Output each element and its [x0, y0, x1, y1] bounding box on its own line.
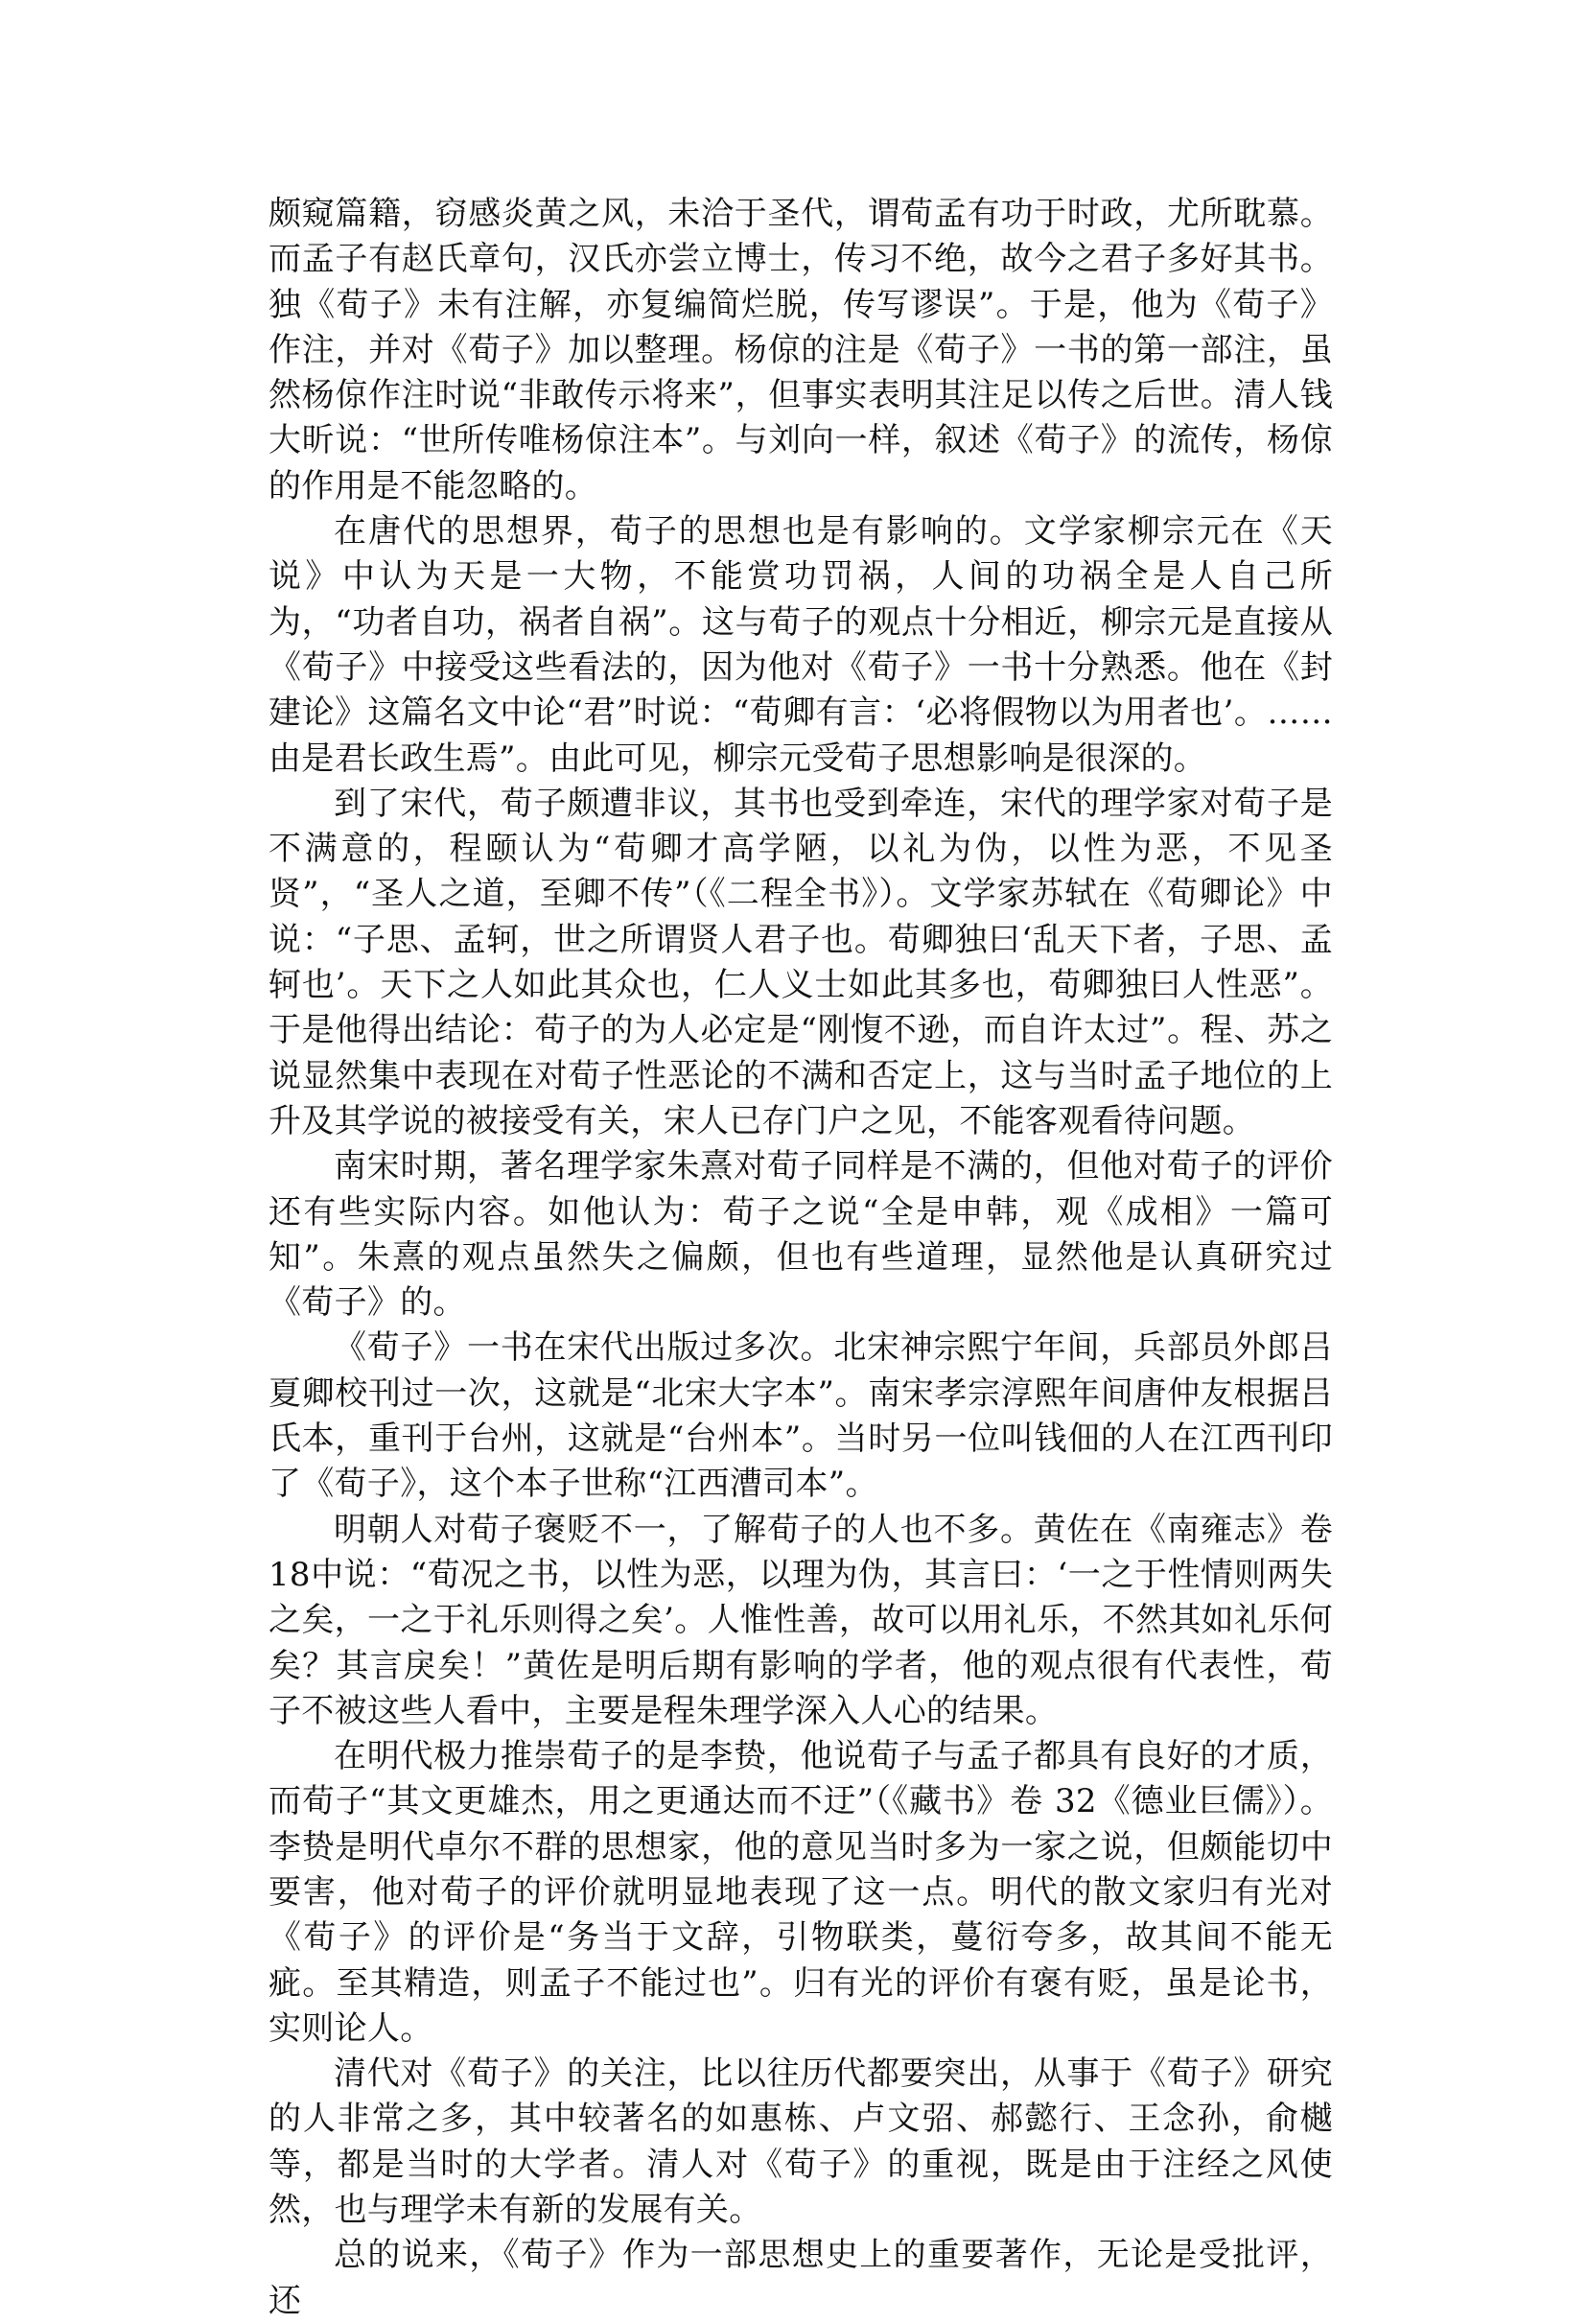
paragraph-1: 颇窥篇籍，窃感炎黄之风，未洽于圣代，谓荀孟有功于时政，尤所耽慕。而孟子有赵氏章句，汉氏亦尝立博士，传习不绝，故今之君子多好其书。独《荀子》未有注解，亦复编简烂脱，传写谬误”。于是，他为《荀子》作注，并对《荀子》加以整理。杨倞的注是《荀子》一书的第一部注，虽然杨倞作注时说“非敢传示将来”，但事实表明其注足以传之后世。清人钱大昕说：“世所传唯杨倞注本”。与刘向一样，叙述《荀子》的流传，杨倞的作用是不能忽略的。: [268, 195, 1333, 505]
paragraph-9: 总的说来，《荀子》作为一部思想史上的重要著作，无论是受批评，还: [268, 2236, 1333, 2320]
paragraph-3: 到了宋代，荀子颇遭非议，其书也受到牵连，宋代的理学家对荀子是不满意的，程颐认为“荀卿才高学陋，以礼为伪，以性为恶，不见圣贤”，“圣人之道，至卿不传”（《二程全书》）。文学家苏轼在《荀卿论》中说：“子思、孟轲，世之所谓贤人君子也。荀卿独曰‘乱天下者，子思、孟轲也’。天下之人如此其众也，仁人义士如此其多也，荀卿独曰人性恶”。于是他得出结论：荀子的为人必定是“刚愎不逊，而自许太过”。程、苏之说显然集中表现在对荀子性恶论的不满和否定上，这与当时孟子地位的上升及其学说的被接受有关，宋人已存门户之见，不能客观看待问题。: [268, 784, 1333, 1140]
paragraph-5: 《荀子》一书在宋代出版过多次。北宋神宗熙宁年间，兵部员外郎吕夏卿校刊过一次，这就是“北宋大字本”。南宋孝宗淳熙年间唐仲友根据吕氏本，重刊于台州，这就是“台州本”。当时另一位叫钱佃的人在江西刊印了《荀子》，这个本子世称“江西漕司本”。: [268, 1328, 1333, 1504]
paragraph-7: 在明代极力推崇荀子的是李贽，他说荀子与孟子都具有良好的才质，而荀子“其文更雄杰，用之更通达而不迂”（《藏书》卷 32《德业巨儒》）。李贽是明代卓尔不群的思想家，他的意见当时多为一家之说，但颇能切中要害，他对荀子的评价就明显地表现了这一点。明代的散文家归有光对《荀子》的评价是“务当于文辞，引物联类，蔓衍夸多，故其间不能无疵。至其精造，则孟子不能过也”。归有光的评价有褒有贬，虽是论书，实则论人。: [268, 1737, 1333, 2048]
paragraph-4: 南宋时期，著名理学家朱熹对荀子同样是不满的，但他对荀子的评价还有些实际内容。如他认为：荀子之说“全是申韩，观《成相》一篇可知”。朱熹的观点虽然失之偏颇，但也有些道理，显然他是认真研究过《荀子》的。: [268, 1147, 1333, 1323]
paragraph-2: 在唐代的思想界，荀子的思想也是有影响的。文学家柳宗元在《天说》中认为天是一大物，不能赏功罚祸，人间的功祸全是人自己所为，“功者自功，祸者自祸”。这与荀子的观点十分相近，柳宗元是直接从《荀子》中接受这些看法的，因为他对《荀子》一书十分熟悉。他在《封建论》这篇名文中论“君”时说：“荀卿有言：‘必将假物以为用者也’。……由是君长政生焉”。由此可见，柳宗元受荀子思想影响是很深的。: [268, 512, 1333, 778]
paragraph-8: 清代对《荀子》的关注，比以往历代都要突出，从事于《荀子》研究的人非常之多，其中较著名的如惠栋、卢文弨、郝懿行、王念孙，俞樾等，都是当时的大学者。清人对《荀子》的重视，既是由于注经之风使然，也与理学未有新的发展有关。: [268, 2054, 1333, 2230]
paragraph-6: 明朝人对荀子褒贬不一，了解荀子的人也不多。黄佐在《南雍志》卷 18中说：“荀况之书，以性为恶，以理为伪，其言曰：‘一之于性情则两失之矣，一之于礼乐则得之矣’。人惟性善，故可以用礼乐，不然其如礼乐何矣？其言戾矣！”黄佐是明后期有影响的学者，他的观点很有代表性，荀子不被这些人看中，主要是程朱理学深入人心的结果。: [268, 1510, 1333, 1730]
document-body: [268, 192, 1333, 2324]
